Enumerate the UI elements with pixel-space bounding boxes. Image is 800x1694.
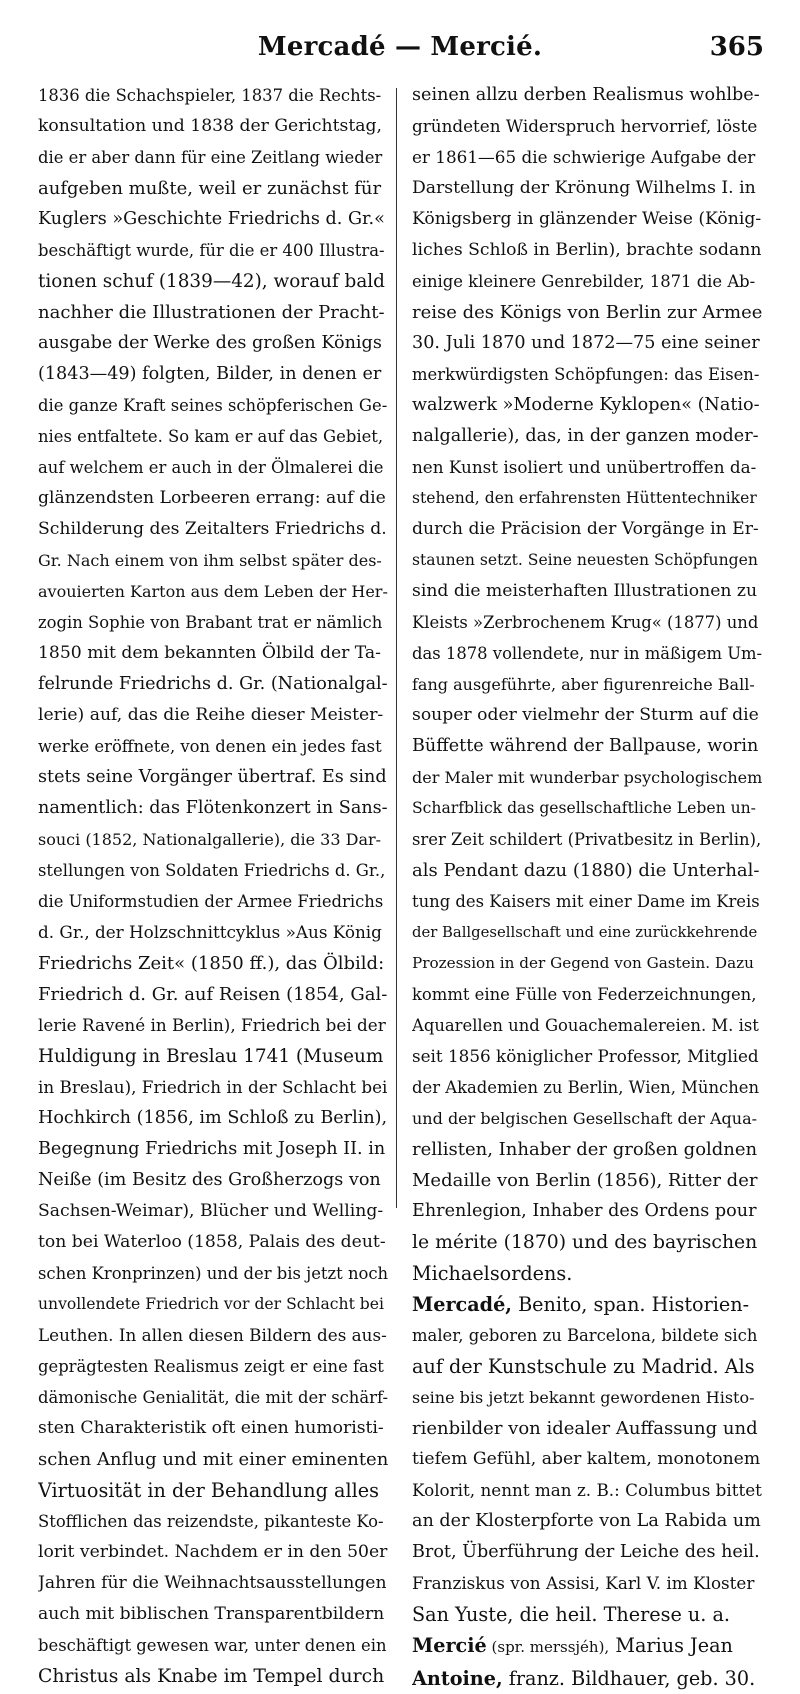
text-line: gründeten Widerspruch hervorrief, löste <box>412 116 758 136</box>
entry-text: Marius Jean <box>609 1634 733 1657</box>
text-line: Jahren für die Weihnachtsausstellungen <box>38 1573 387 1593</box>
text-line: tiefem Gefühl, aber kaltem, monotonem <box>412 1449 761 1469</box>
text-line: 1850 mit dem bekannten Ölbild der Ta- <box>38 643 381 663</box>
text-line: Kolorit, nennt man z. B.: Columbus bittet <box>412 1480 762 1500</box>
text-line: Kuglers »Geschichte Friedrichs d. Gr.« <box>38 209 385 229</box>
text-line: schen Anflug und mit einer eminenten <box>38 1449 388 1470</box>
entry-text: Benito, span. Historien- <box>511 1293 750 1316</box>
text-line: seinen allzu derben Realismus wohlbe- <box>412 85 760 105</box>
text-line: nalgallerie), das, in der ganzen moder- <box>412 426 759 446</box>
text-line: San Yuste, die heil. Therese u. a. <box>412 1603 730 1626</box>
entry-first-line <box>412 1289 762 1320</box>
text-line: Kleists »Zerbrochenem Krug« (1877) und <box>412 613 759 632</box>
text-line: unvollendete Friedrich vor der Schlacht bei <box>38 1295 385 1313</box>
text-line: sten Charakteristik oft einen humoristi- <box>38 1418 384 1438</box>
right-column <box>412 80 762 1694</box>
entry-mercie <box>412 1630 762 1694</box>
text-line: seit 1856 königlicher Professor, Mitglied <box>412 1046 759 1066</box>
text-line: Gr. Nach einem von ihm selbst später des- <box>38 551 382 570</box>
text-line: Schilderung des Zeitalters Friedrichs d. <box>38 519 387 539</box>
text-line: sind die meisterhaften Illustrationen zu <box>412 581 758 601</box>
text-line: 30. Juli 1870 und 1872—75 eine seiner <box>412 333 760 353</box>
headword: Mercié <box>412 1634 487 1657</box>
text-line: stets seine Vorgänger übertraf. Es sind <box>38 767 387 787</box>
text-line: auch mit biblischen Transparentbildern <box>38 1604 385 1624</box>
text-line: liches Schloß in Berlin), brachte sodann <box>412 240 762 260</box>
text-line: an der Klosterpforte von La Rabida um <box>412 1511 761 1531</box>
headword-continued: Antoine, <box>412 1667 503 1690</box>
text-line: le mérite (1870) und des bayrischen <box>412 1232 758 1253</box>
text-line: seine bis jetzt bekannt gewordenen Histo- <box>412 1388 755 1407</box>
text-line: er 1861—65 die schwierige Aufgabe der <box>412 147 756 167</box>
text-line: konsultation und 1838 der Gerichtstag, <box>38 116 382 136</box>
text-line: kommt eine Fülle von Federzeichnungen, <box>412 985 757 1004</box>
text-line: Büffette während der Ballpause, worin <box>412 736 759 756</box>
text-line: walzwerk »Moderne Kyklopen« (Natio- <box>412 395 760 415</box>
text-line: merkwürdigsten Schöpfungen: das Eisen- <box>412 365 760 384</box>
text-line: geprägtesten Realismus zeigt er eine fast <box>38 1357 384 1376</box>
text-line: in Breslau), Friedrich in der Schlacht bei <box>38 1077 388 1097</box>
text-line: Franziskus von Assisi, Karl V. im Kloster <box>412 1573 755 1593</box>
entry-body <box>412 1320 762 1630</box>
text-line: zogin Sophie von Brabant trat er nämlich <box>38 613 383 632</box>
text-line: fang ausgeführte, aber figurenreiche Ball- <box>412 675 755 694</box>
text-line: Königsberg in glänzender Weise (König- <box>412 209 762 229</box>
text-line: nies entfaltete. So kam er auf das Gebiet, <box>38 427 384 446</box>
text-line: maler, geboren zu Barcelona, bildete sich <box>412 1326 758 1345</box>
text-line: der Akademien zu Berlin, Wien, München <box>412 1078 760 1097</box>
text-line: namentlich: das Flötenkonzert in Sans- <box>38 798 388 818</box>
column-divider <box>396 88 397 1208</box>
text-line: Darstellung der Krönung Wilhelms I. in <box>412 178 756 198</box>
text-line: dämonische Genialität, die mit der schärf- <box>38 1388 388 1407</box>
text-line: werke eröffnete, von denen ein jedes fast <box>38 737 382 756</box>
text-line: stehend, den erfahrensten Hüttentechniker <box>412 489 757 507</box>
text-line: Brot, Überführung der Leiche des heil. <box>412 1542 760 1562</box>
text-line: ton bei Waterloo (1858, Palais des deut- <box>38 1232 386 1252</box>
text-line: der Maler mit wunderbar psychologischem <box>412 768 762 787</box>
text-line: tionen schuf (1839—42), worauf bald <box>38 271 385 292</box>
text-line: die ganze Kraft seines schöpferischen Ge- <box>38 396 388 415</box>
text-line: Prozession in der Gegend von Gastein. Dazu <box>412 954 754 972</box>
text-line: das 1878 vollendete, nur in mäßigem Um- <box>412 644 762 663</box>
text-line: felrunde Friedrichs d. Gr. (Nationalgal- <box>38 674 388 694</box>
entry-mercade <box>412 1289 762 1630</box>
text-line: Ehrenlegion, Inhaber des Ordens pour <box>412 1201 757 1221</box>
text-line: auf welchem er auch in der Ölmalerei die <box>38 458 384 477</box>
entry-second-line <box>412 1663 762 1694</box>
text-line: staunen setzt. Seine neuesten Schöpfungen <box>412 551 758 569</box>
text-line: aufgeben mußte, weil er zunächst für <box>38 178 382 199</box>
text-line: der Ballgesellschaft und eine zurückkehrende <box>412 924 758 941</box>
entry-first-line <box>412 1630 762 1663</box>
text-line: srer Zeit schildert (Privatbesitz in Berlin), <box>412 830 762 849</box>
entry-text: franz. Bildhauer, geb. 30. <box>502 1667 756 1690</box>
text-line: Scharfblick das gesellschaftliche Leben un- <box>412 799 756 817</box>
text-line: als Pendant dazu (1880) die Unterhal- <box>412 860 760 881</box>
text-line: lorit verbindet. Nachdem er in den 50er <box>38 1542 388 1562</box>
text-line: einige kleinere Genrebilder, 1871 die Ab- <box>412 272 756 291</box>
text-line: rienbilder von idealer Auffassung und <box>412 1418 758 1439</box>
text-line: Christus als Knabe im Tempel durch <box>38 1666 385 1687</box>
page-header <box>0 18 800 64</box>
text-line: Michaelsordens. <box>412 1262 573 1285</box>
text-line: avouierten Karton aus dem Leben der Her- <box>38 582 388 601</box>
text-line: nachher die Illustrationen der Pracht- <box>38 302 385 323</box>
text-line: Medaille von Berlin (1856), Ritter der <box>412 1170 758 1191</box>
text-line: nen Kunst isoliert und unübertroffen da- <box>412 457 757 477</box>
text-line: ausgabe der Werke des großen Königs <box>38 333 382 353</box>
text-line: Friedrich d. Gr. auf Reisen (1854, Gal- <box>38 984 388 1005</box>
text-line: (1843—49) folgten, Bilder, in denen er <box>38 364 382 384</box>
text-line: Aquarellen und Gouachemalereien. M. ist <box>412 1016 759 1035</box>
text-line: Neiße (im Besitz des Großherzogs von <box>38 1170 381 1190</box>
pronunciation: (spr. merssjéh), <box>486 1638 610 1656</box>
text-line: stellungen von Soldaten Friedrichs d. Gr., <box>38 861 386 880</box>
text-line: d. Gr., der Holzschnittcyklus »Aus König <box>38 922 382 942</box>
text-line: beschäftigt gewesen war, unter denen ein <box>38 1636 387 1655</box>
text-line: reise des Königs von Berlin zur Armee <box>412 302 762 323</box>
text-line: Friedrichs Zeit« (1850 ff.), das Ölbild: <box>38 953 385 974</box>
text-line: Begegnung Friedrichs mit Joseph II. in <box>38 1139 386 1159</box>
text-line: Virtuosität in der Behandlung alles <box>38 1479 379 1502</box>
text-line: lerie) auf, das die Reihe dieser Meister- <box>38 705 384 725</box>
text-line: lerie Ravené in Berlin), Friedrich bei der <box>38 1015 386 1035</box>
text-line: die Uniformstudien der Armee Friedrichs <box>38 892 384 911</box>
text-line: Hochkirch (1856, im Schloß zu Berlin), <box>38 1108 388 1128</box>
text-line: Leuthen. In allen diesen Bildern des aus- <box>38 1325 387 1345</box>
text-line: souper oder vielmehr der Sturm auf die <box>412 705 759 725</box>
text-line: souci (1852, Nationalgallerie), die 33 Dar- <box>38 830 382 849</box>
text-line: Sachsen-Weimar), Blücher und Welling- <box>38 1201 384 1221</box>
text-line: glänzendsten Lorbeeren errang: auf die <box>38 488 386 508</box>
left-column <box>38 80 388 1692</box>
headword: Mercadé, <box>412 1293 512 1316</box>
text-line: tung des Kaisers mit einer Dame im Kreis <box>412 892 760 911</box>
running-head: Mercadé — Mercié. <box>257 32 543 62</box>
text-line: schen Kronprinzen) und der bis jetzt noch <box>38 1264 388 1283</box>
text-line: beschäftigt wurde, für die er 400 Illustra- <box>38 241 385 260</box>
text-line: Stofflichen das reizendste, pikanteste Ko- <box>38 1512 384 1531</box>
text-line: durch die Präcision der Vorgänge in Er- <box>412 519 759 539</box>
text-line: und der belgischen Gesellschaft der Aqua- <box>412 1109 758 1128</box>
page-number: 365 <box>709 32 764 62</box>
text-line: 1836 die Schachspieler, 1837 die Rechts- <box>38 86 382 105</box>
text-line: auf der Kunstschule zu Madrid. Als <box>412 1355 755 1378</box>
text-line: Huldigung in Breslau 1741 (Museum <box>38 1046 384 1067</box>
text-line: die er aber dann für eine Zeitlang wieder <box>38 148 383 167</box>
continued-entry <box>412 80 762 1289</box>
text-line: rellisten, Inhaber der großen goldnen <box>412 1139 758 1160</box>
